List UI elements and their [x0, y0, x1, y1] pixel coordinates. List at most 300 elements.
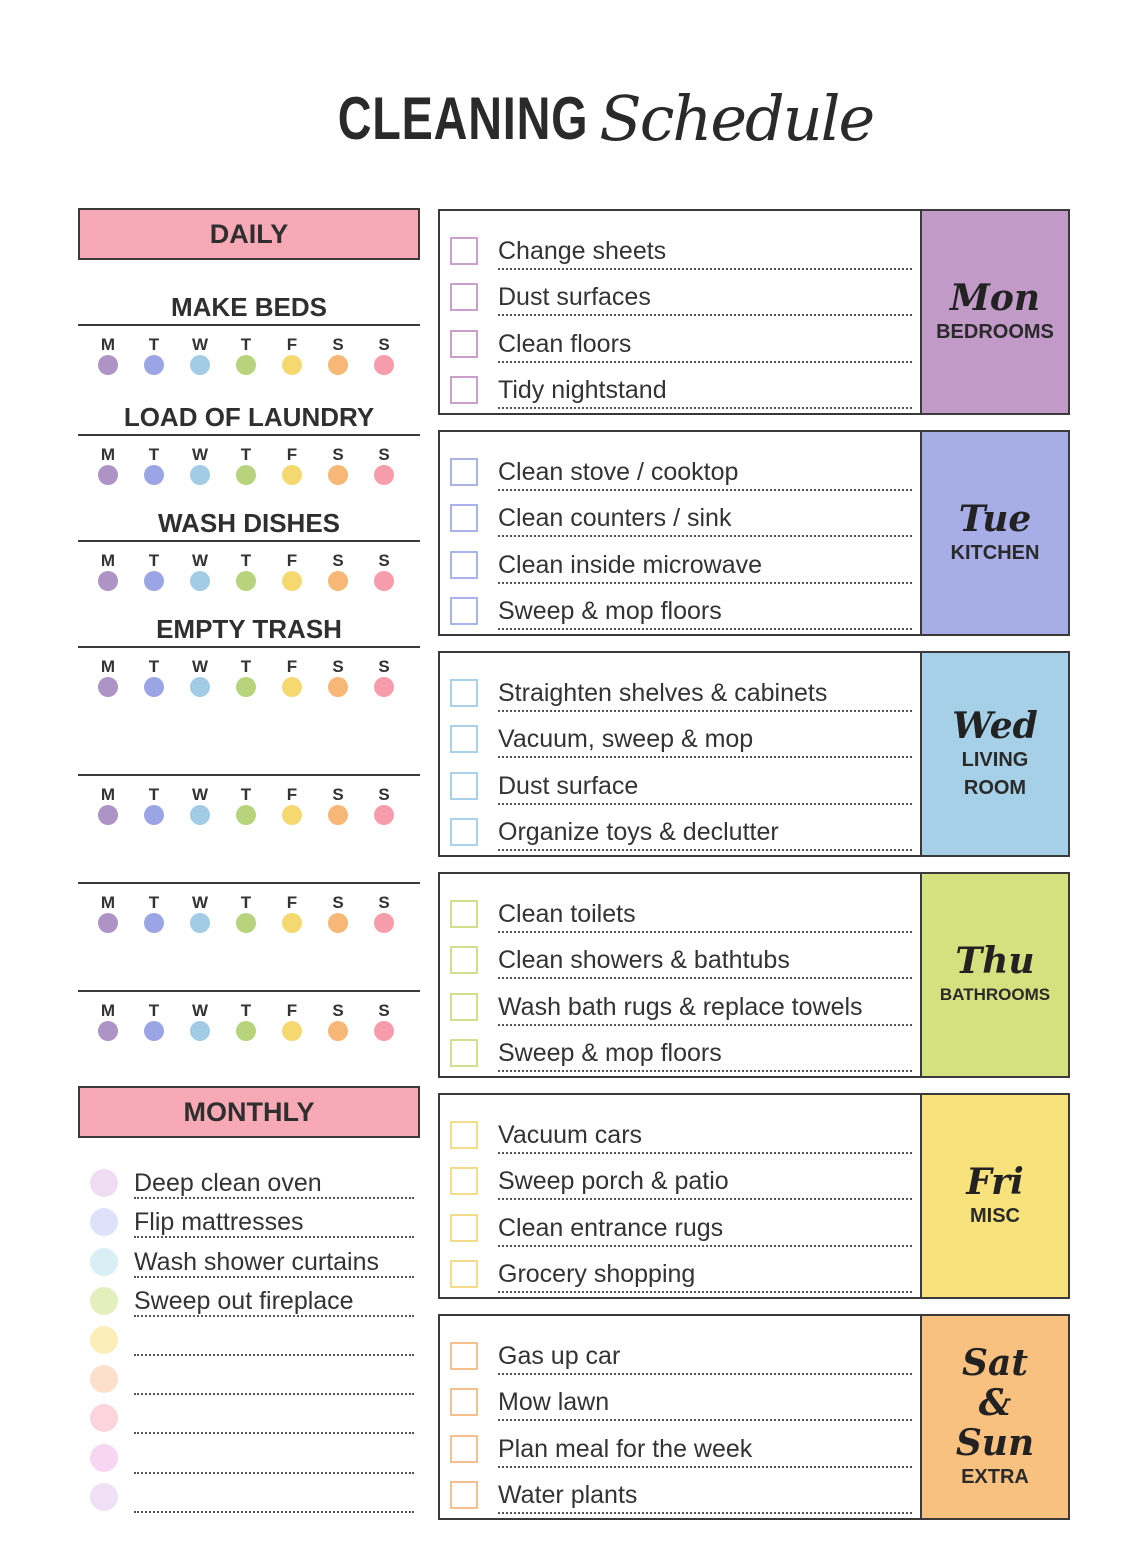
daily-tracker — [78, 612, 420, 697]
day-column — [144, 658, 190, 697]
task-label: Clean stove / cooktop — [498, 455, 912, 491]
task-label: Change sheets — [498, 234, 912, 270]
day-column — [374, 786, 420, 825]
task-row — [450, 1107, 912, 1154]
title-main: CLEANING — [337, 85, 589, 152]
day-check-dot[interactable] — [190, 355, 210, 375]
day-column — [98, 552, 144, 591]
task-label: Sweep porch & patio — [498, 1164, 912, 1200]
day-column — [190, 1002, 236, 1041]
day-column — [190, 894, 236, 933]
day-check-dot[interactable] — [98, 913, 118, 933]
weekday-name: Mon — [949, 277, 1041, 319]
day-letter: T — [240, 335, 252, 354]
day-letter: T — [148, 1001, 160, 1020]
task-checkbox[interactable] — [450, 597, 478, 625]
day-column — [98, 1002, 144, 1041]
task-checkbox[interactable] — [450, 993, 478, 1021]
monthly-item — [78, 1238, 420, 1277]
task-list — [440, 211, 920, 413]
day-tracker-row — [78, 1002, 420, 1041]
day-check-dot[interactable] — [98, 465, 118, 485]
task-row — [450, 1468, 912, 1515]
day-check-dot[interactable] — [144, 913, 164, 933]
tracker-title — [78, 956, 420, 990]
day-column — [144, 894, 190, 933]
day-column — [236, 336, 282, 375]
task-checkbox[interactable] — [450, 283, 478, 311]
day-tracker-row — [78, 658, 420, 697]
task-label: Dust surface — [498, 769, 912, 805]
day-column — [328, 1002, 374, 1041]
monthly-check-dot[interactable] — [90, 1208, 118, 1236]
monthly-item-text: Wash shower curtains — [134, 1248, 414, 1278]
task-row — [450, 665, 912, 712]
day-letter: W — [191, 445, 209, 464]
day-check-dot[interactable] — [282, 913, 302, 933]
day-letter: S — [332, 657, 344, 676]
weekday-name: Fri — [966, 1161, 1024, 1203]
day-letter: T — [148, 893, 160, 912]
monthly-header: MONTHLY — [78, 1086, 420, 1138]
weekday-name: Sat & Sun — [955, 1342, 1035, 1464]
task-checkbox[interactable] — [450, 458, 478, 486]
day-check-dot[interactable] — [98, 355, 118, 375]
left-column — [78, 208, 420, 1315]
day-check-dot[interactable] — [328, 355, 348, 375]
task-checkbox[interactable] — [450, 1388, 478, 1416]
task-checkbox[interactable] — [450, 818, 478, 846]
task-list — [440, 1316, 920, 1518]
day-check-dot[interactable] — [190, 1021, 210, 1041]
task-label: Sweep & mop floors — [498, 1036, 912, 1072]
day-check-dot[interactable] — [236, 355, 256, 375]
day-check-dot[interactable] — [282, 805, 302, 825]
weekday-panel — [438, 1093, 1070, 1299]
monthly-item — [78, 1317, 420, 1356]
day-column — [236, 658, 282, 697]
task-row — [450, 537, 912, 584]
task-checkbox[interactable] — [450, 504, 478, 532]
day-check-dot[interactable] — [328, 1021, 348, 1041]
task-list — [440, 653, 920, 855]
task-label: Clean inside microwave — [498, 548, 912, 584]
day-letter: S — [378, 657, 390, 676]
day-check-dot[interactable] — [144, 805, 164, 825]
task-label: Grocery shopping — [498, 1257, 912, 1293]
weekday-label-box — [920, 1316, 1068, 1518]
monthly-list — [78, 1160, 420, 1513]
task-row — [450, 1154, 912, 1201]
day-check-dot[interactable] — [282, 571, 302, 591]
weekday-label-box — [920, 874, 1068, 1076]
task-row — [450, 223, 912, 270]
task-row — [450, 1200, 912, 1247]
task-row — [450, 886, 912, 933]
weekday-panel — [438, 651, 1070, 857]
task-label: Mow lawn — [498, 1385, 912, 1421]
task-checkbox[interactable] — [450, 772, 478, 800]
task-row — [450, 1328, 912, 1375]
day-letter: S — [332, 893, 344, 912]
room-name: LIVING ROOM — [961, 749, 1029, 799]
day-letter: T — [240, 657, 252, 676]
task-checkbox[interactable] — [450, 1039, 478, 1067]
tracker-title — [78, 740, 420, 774]
daily-tracker — [78, 400, 420, 485]
day-check-dot[interactable] — [236, 465, 256, 485]
day-column — [98, 786, 144, 825]
day-letter: W — [191, 551, 209, 570]
day-check-dot[interactable] — [236, 1021, 256, 1041]
task-checkbox[interactable] — [450, 1260, 478, 1288]
task-row — [450, 270, 912, 317]
monthly-item-text — [134, 1483, 414, 1513]
day-letter: T — [148, 657, 160, 676]
day-letter: T — [240, 785, 252, 804]
monthly-item — [78, 1199, 420, 1238]
day-check-dot[interactable] — [144, 465, 164, 485]
day-column — [282, 658, 328, 697]
day-check-dot[interactable] — [282, 677, 302, 697]
day-check-dot[interactable] — [374, 1021, 394, 1041]
task-label: Clean showers & bathtubs — [498, 943, 912, 979]
room-name: BEDROOMS — [936, 321, 1054, 343]
day-column — [190, 552, 236, 591]
day-letter: S — [378, 551, 390, 570]
day-letter: S — [332, 551, 344, 570]
task-checkbox[interactable] — [450, 1342, 478, 1370]
day-letter: F — [286, 335, 298, 354]
day-column — [328, 446, 374, 485]
monthly-item-text — [134, 1444, 414, 1474]
day-letter: S — [332, 785, 344, 804]
tracker-divider — [78, 990, 420, 992]
weekday-name: Thu — [955, 940, 1035, 982]
monthly-item — [78, 1160, 420, 1199]
monthly-check-dot[interactable] — [90, 1483, 118, 1511]
room-name: MISC — [970, 1205, 1020, 1227]
day-column — [190, 336, 236, 375]
day-tracker-row — [78, 446, 420, 485]
day-letter: F — [286, 657, 298, 676]
weekday-panel — [438, 872, 1070, 1078]
monthly-item-text — [134, 1404, 414, 1434]
task-checkbox[interactable] — [450, 946, 478, 974]
day-check-dot[interactable] — [282, 1021, 302, 1041]
task-row — [450, 1375, 912, 1422]
task-row — [450, 1026, 912, 1073]
day-column — [144, 786, 190, 825]
day-column — [374, 446, 420, 485]
daily-tracker — [78, 290, 420, 375]
tracker-divider — [78, 434, 420, 436]
task-label: Sweep & mop floors — [498, 594, 912, 630]
task-label: Clean counters / sink — [498, 501, 912, 537]
task-checkbox[interactable] — [450, 725, 478, 753]
day-check-dot[interactable] — [328, 465, 348, 485]
tracker-divider — [78, 774, 420, 776]
day-letter: F — [286, 1001, 298, 1020]
day-check-dot[interactable] — [190, 913, 210, 933]
day-column — [236, 446, 282, 485]
day-column — [282, 552, 328, 591]
task-list — [440, 1095, 920, 1297]
task-row — [450, 363, 912, 410]
day-letter: T — [148, 335, 160, 354]
day-check-dot[interactable] — [144, 571, 164, 591]
task-row — [450, 933, 912, 980]
day-letter: M — [100, 1001, 116, 1020]
task-label: Plan meal for the week — [498, 1432, 912, 1468]
day-check-dot[interactable] — [190, 677, 210, 697]
room-name: BATHROOMS — [939, 985, 1051, 1004]
day-tracker-row — [78, 552, 420, 591]
task-row — [450, 712, 912, 759]
task-row — [450, 1421, 912, 1468]
day-check-dot[interactable] — [190, 805, 210, 825]
monthly-item — [78, 1278, 420, 1317]
task-checkbox[interactable] — [450, 1121, 478, 1149]
room-name: KITCHEN — [950, 542, 1040, 564]
tracker-title — [78, 848, 420, 882]
day-check-dot[interactable] — [144, 355, 164, 375]
tracker-divider — [78, 646, 420, 648]
day-column — [98, 658, 144, 697]
monthly-check-dot[interactable] — [90, 1326, 118, 1354]
day-check-dot[interactable] — [190, 571, 210, 591]
monthly-check-dot[interactable] — [90, 1444, 118, 1472]
weekday-label-box — [920, 653, 1068, 855]
day-column — [190, 658, 236, 697]
task-list — [440, 432, 920, 634]
task-label: Clean toilets — [498, 897, 912, 933]
day-column — [282, 446, 328, 485]
day-tracker-row — [78, 894, 420, 933]
daily-tracker — [78, 506, 420, 591]
day-letter: F — [286, 551, 298, 570]
day-column — [282, 336, 328, 375]
day-column — [144, 336, 190, 375]
monthly-item — [78, 1395, 420, 1434]
day-column — [328, 894, 374, 933]
day-letter: W — [191, 335, 209, 354]
weekday-panel — [438, 430, 1070, 636]
day-column — [236, 1002, 282, 1041]
task-label: Vacuum cars — [498, 1118, 912, 1154]
day-column — [190, 786, 236, 825]
tracker-title: WASH DISHES — [157, 508, 341, 538]
day-letter: T — [240, 1001, 252, 1020]
task-checkbox[interactable] — [450, 679, 478, 707]
task-row — [450, 805, 912, 852]
day-check-dot[interactable] — [374, 355, 394, 375]
day-column — [328, 658, 374, 697]
day-letter: S — [332, 445, 344, 464]
day-letter: M — [100, 445, 116, 464]
day-check-dot[interactable] — [374, 571, 394, 591]
weekday-panel — [438, 1314, 1070, 1520]
day-column — [98, 446, 144, 485]
day-check-dot[interactable] — [374, 913, 394, 933]
task-row — [450, 1247, 912, 1294]
task-checkbox[interactable] — [450, 1214, 478, 1242]
day-letter: M — [100, 335, 116, 354]
task-label: Clean entrance rugs — [498, 1211, 912, 1247]
task-label: Tidy nightstand — [498, 373, 912, 409]
day-check-dot[interactable] — [328, 913, 348, 933]
day-check-dot[interactable] — [190, 465, 210, 485]
weekday-label-box — [920, 211, 1068, 413]
day-letter: T — [240, 893, 252, 912]
task-row — [450, 584, 912, 631]
day-letter: S — [378, 335, 390, 354]
day-letter: S — [378, 1001, 390, 1020]
monthly-item-text — [134, 1365, 414, 1395]
day-letter: F — [286, 445, 298, 464]
daily-header: DAILY — [78, 208, 420, 260]
weekday-name: Tue — [958, 498, 1032, 540]
task-checkbox[interactable] — [450, 330, 478, 358]
day-letter: F — [286, 893, 298, 912]
day-letter: T — [240, 445, 252, 464]
task-checkbox[interactable] — [450, 237, 478, 265]
monthly-item — [78, 1474, 420, 1513]
day-column — [236, 786, 282, 825]
task-checkbox[interactable] — [450, 551, 478, 579]
day-check-dot[interactable] — [282, 465, 302, 485]
tracker-title: MAKE BEDS — [170, 292, 327, 322]
day-check-dot[interactable] — [98, 1021, 118, 1041]
day-letter: W — [191, 1001, 209, 1020]
day-column — [328, 336, 374, 375]
monthly-item-text: Deep clean oven — [134, 1169, 414, 1199]
day-column — [328, 786, 374, 825]
day-column — [236, 552, 282, 591]
task-row — [450, 444, 912, 491]
day-column — [98, 894, 144, 933]
tracker-divider — [78, 324, 420, 326]
day-check-dot[interactable] — [374, 677, 394, 697]
task-label: Gas up car — [498, 1339, 912, 1375]
day-check-dot[interactable] — [236, 571, 256, 591]
day-letter: S — [378, 785, 390, 804]
day-letter: M — [100, 551, 116, 570]
task-row — [450, 491, 912, 538]
day-check-dot[interactable] — [98, 805, 118, 825]
day-check-dot[interactable] — [144, 1021, 164, 1041]
day-tracker-row — [78, 786, 420, 825]
task-label: Wash bath rugs & replace towels — [498, 990, 912, 1026]
room-name: EXTRA — [961, 1466, 1029, 1488]
monthly-item-text: Sweep out fireplace — [134, 1287, 414, 1317]
day-column — [236, 894, 282, 933]
daily-tracker — [78, 848, 420, 933]
day-check-dot[interactable] — [374, 465, 394, 485]
day-check-dot[interactable] — [236, 805, 256, 825]
day-letter: T — [240, 551, 252, 570]
monthly-check-dot[interactable] — [90, 1248, 118, 1276]
day-column — [374, 658, 420, 697]
task-row — [450, 979, 912, 1026]
day-letter: W — [191, 893, 209, 912]
page-title — [0, 82, 1140, 155]
day-letter: S — [332, 1001, 344, 1020]
title-script: Schedule — [599, 82, 874, 155]
day-letter: T — [148, 445, 160, 464]
weekday-panel — [438, 209, 1070, 415]
task-checkbox[interactable] — [450, 1167, 478, 1195]
day-check-dot[interactable] — [328, 677, 348, 697]
task-checkbox[interactable] — [450, 376, 478, 404]
monthly-check-dot[interactable] — [90, 1169, 118, 1197]
task-label: Water plants — [498, 1478, 912, 1514]
task-checkbox[interactable] — [450, 1435, 478, 1463]
day-column — [374, 552, 420, 591]
day-letter: W — [191, 657, 209, 676]
weekday-name: Wed — [952, 705, 1038, 747]
task-label: Dust surfaces — [498, 280, 912, 316]
day-letter: W — [191, 785, 209, 804]
day-check-dot[interactable] — [282, 355, 302, 375]
tracker-title: EMPTY TRASH — [156, 614, 342, 644]
day-letter: F — [286, 785, 298, 804]
task-row — [450, 758, 912, 805]
task-checkbox[interactable] — [450, 1481, 478, 1509]
task-label: Straighten shelves & cabinets — [498, 676, 912, 712]
day-check-dot[interactable] — [328, 571, 348, 591]
daily-tracker — [78, 956, 420, 1041]
day-check-dot[interactable] — [374, 805, 394, 825]
task-list — [440, 874, 920, 1076]
monthly-item-text — [134, 1326, 414, 1356]
monthly-check-dot[interactable] — [90, 1287, 118, 1315]
day-letter: S — [332, 335, 344, 354]
day-check-dot[interactable] — [144, 677, 164, 697]
day-check-dot[interactable] — [328, 805, 348, 825]
day-column — [282, 1002, 328, 1041]
day-letter: S — [378, 893, 390, 912]
weekday-label-box — [920, 1095, 1068, 1297]
monthly-item — [78, 1356, 420, 1395]
day-column — [144, 552, 190, 591]
task-checkbox[interactable] — [450, 900, 478, 928]
day-check-dot[interactable] — [236, 913, 256, 933]
monthly-item-text: Flip mattresses — [134, 1208, 414, 1238]
day-column — [282, 894, 328, 933]
day-letter: T — [148, 551, 160, 570]
day-letter: M — [100, 893, 116, 912]
task-label: Organize toys & declutter — [498, 815, 912, 851]
day-check-dot[interactable] — [98, 571, 118, 591]
weekday-label-box — [920, 432, 1068, 634]
tracker-divider — [78, 540, 420, 542]
day-column — [190, 446, 236, 485]
day-column — [282, 786, 328, 825]
day-letter: M — [100, 785, 116, 804]
day-letter: M — [100, 657, 116, 676]
day-column — [374, 894, 420, 933]
day-column — [328, 552, 374, 591]
day-check-dot[interactable] — [98, 677, 118, 697]
day-check-dot[interactable] — [236, 677, 256, 697]
monthly-item — [78, 1434, 420, 1473]
day-letter: S — [378, 445, 390, 464]
tracker-title: LOAD OF LAUNDRY — [123, 402, 375, 432]
day-column — [144, 446, 190, 485]
monthly-check-dot[interactable] — [90, 1365, 118, 1393]
monthly-check-dot[interactable] — [90, 1404, 118, 1432]
